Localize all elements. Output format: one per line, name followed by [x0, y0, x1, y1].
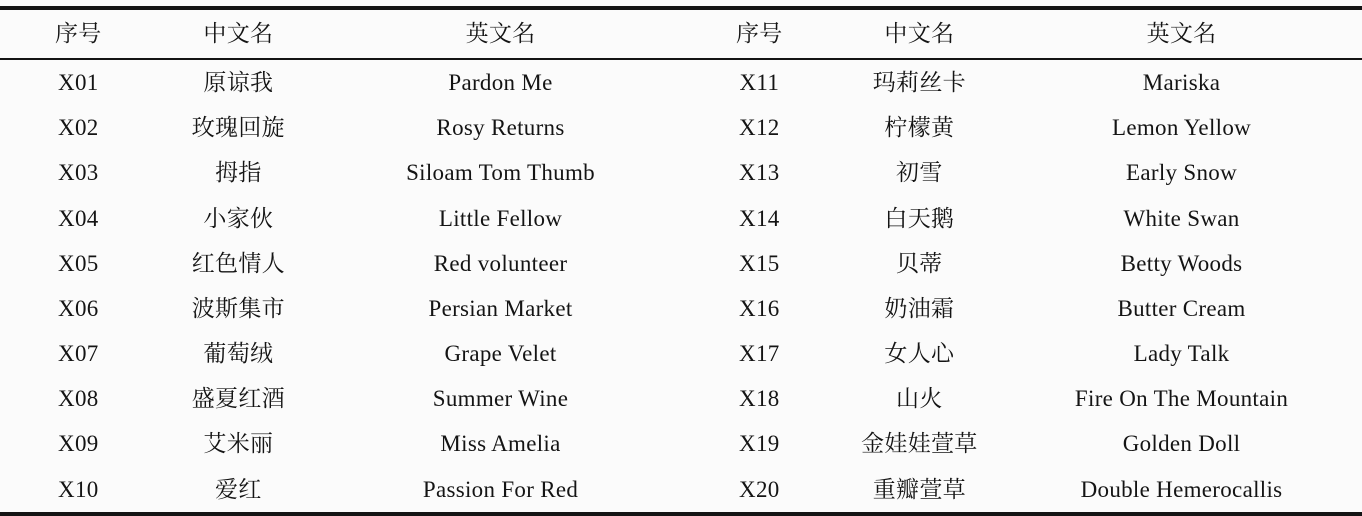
table-row: [0, 105, 681, 150]
row-number-cell: X11: [739, 69, 780, 95]
row-number-cell: X08: [58, 386, 99, 412]
row-number-cell: X13: [739, 160, 780, 186]
english-name-cell: Golden Doll: [1122, 431, 1241, 457]
english-name-cell: Miss Amelia: [440, 431, 561, 457]
english-name-cell: Persian Market: [428, 295, 573, 321]
table-row: [681, 150, 1362, 195]
table-row: [681, 60, 1362, 105]
english-name-cell: Mariska: [1142, 69, 1221, 95]
chinese-name-cell: 初雪: [896, 160, 943, 186]
row-number-cell: X18: [739, 386, 780, 412]
chinese-name-cell: 原谅我: [203, 69, 274, 95]
chinese-name-cell: 爱红: [215, 476, 262, 502]
table-row: [0, 422, 681, 467]
table-row: [0, 286, 681, 331]
chinese-name-cell: 贝蒂: [896, 250, 943, 276]
english-name-cell: Butter Cream: [1117, 295, 1246, 321]
row-number-cell: X03: [58, 160, 99, 186]
table-row: [681, 196, 1362, 241]
row-number-cell: X02: [58, 115, 99, 141]
table-header-left-group: [0, 21, 681, 46]
chinese-name-cell: 柠檬黄: [884, 115, 955, 141]
table-row: [681, 241, 1362, 286]
row-number-cell: X17: [739, 341, 780, 367]
english-name-cell: Passion For Red: [422, 476, 579, 502]
table-row: [681, 422, 1362, 467]
chinese-name-cell: 女人心: [884, 341, 955, 367]
column-header-chinese-name: 中文名: [884, 21, 955, 47]
english-name-cell: Betty Woods: [1120, 250, 1243, 276]
english-name-cell: Siloam Tom Thumb: [406, 160, 595, 186]
chinese-name-cell: 白天鹅: [884, 205, 955, 231]
table-row: [681, 105, 1362, 150]
row-number-cell: X07: [58, 341, 99, 367]
chinese-name-cell: 红色情人: [191, 250, 285, 276]
chinese-name-cell: 波斯集市: [191, 295, 285, 321]
english-name-cell: White Swan: [1123, 205, 1240, 231]
english-name-cell: Red volunteer: [433, 250, 568, 276]
table-row: [0, 467, 681, 512]
row-number-cell: X14: [739, 205, 780, 231]
column-header-number: 序号: [736, 21, 783, 47]
column-header-number: 序号: [55, 21, 102, 47]
chinese-name-cell: 葡萄绒: [203, 341, 274, 367]
table-row: [0, 241, 681, 286]
table-row: [0, 196, 681, 241]
row-number-cell: X04: [58, 205, 99, 231]
table-row: [0, 376, 681, 421]
row-number-cell: X06: [58, 295, 99, 321]
row-number-cell: X09: [58, 431, 99, 457]
row-number-cell: X12: [739, 115, 780, 141]
row-number-cell: X05: [58, 250, 99, 276]
chinese-name-cell: 奶油霜: [884, 295, 955, 321]
column-header-english-name: 英文名: [465, 21, 536, 47]
chinese-name-cell: 盛夏红酒: [191, 386, 285, 412]
english-name-cell: Grape Velet: [444, 341, 557, 367]
row-number-cell: X01: [58, 69, 99, 95]
row-number-cell: X19: [739, 431, 780, 457]
row-number-cell: X20: [739, 476, 780, 502]
row-number-cell: X15: [739, 250, 780, 276]
english-name-cell: Pardon Me: [448, 69, 553, 95]
table-left-half: [0, 60, 681, 512]
table-row: [681, 467, 1362, 512]
row-number-cell: X10: [58, 476, 99, 502]
table-header-right-group: [681, 21, 1362, 46]
english-name-cell: Little Fellow: [438, 205, 563, 231]
chinese-name-cell: 小家伙: [203, 205, 274, 231]
english-name-cell: Fire On The Mountain: [1074, 386, 1289, 412]
chinese-name-cell: 金娃娃萱草: [861, 431, 978, 457]
table-row: [681, 286, 1362, 331]
chinese-name-cell: 重瓣萱草: [872, 476, 966, 502]
column-header-chinese-name: 中文名: [203, 21, 274, 47]
chinese-name-cell: 拇指: [215, 160, 262, 186]
chinese-name-cell: 玫瑰回旋: [191, 115, 285, 141]
row-number-cell: X16: [739, 295, 780, 321]
table-row: [681, 331, 1362, 376]
table-body: [0, 60, 1362, 516]
english-name-cell: Summer Wine: [432, 386, 569, 412]
english-name-cell: Double Hemerocallis: [1080, 476, 1283, 502]
chinese-name-cell: 玛莉丝卡: [872, 69, 966, 95]
english-name-cell: Lady Talk: [1133, 341, 1230, 367]
table-row: [0, 150, 681, 195]
english-name-cell: Rosy Returns: [436, 115, 565, 141]
table-right-half: [681, 60, 1362, 512]
english-name-cell: Lemon Yellow: [1111, 115, 1252, 141]
table-row: [681, 376, 1362, 421]
chinese-name-cell: 山火: [896, 386, 943, 412]
english-name-cell: Early Snow: [1126, 160, 1237, 186]
chinese-name-cell: 艾米丽: [203, 431, 274, 457]
table-row: [0, 60, 681, 105]
table-header-row: [0, 6, 1362, 60]
column-header-english-name: 英文名: [1146, 21, 1217, 47]
table-row: [0, 331, 681, 376]
